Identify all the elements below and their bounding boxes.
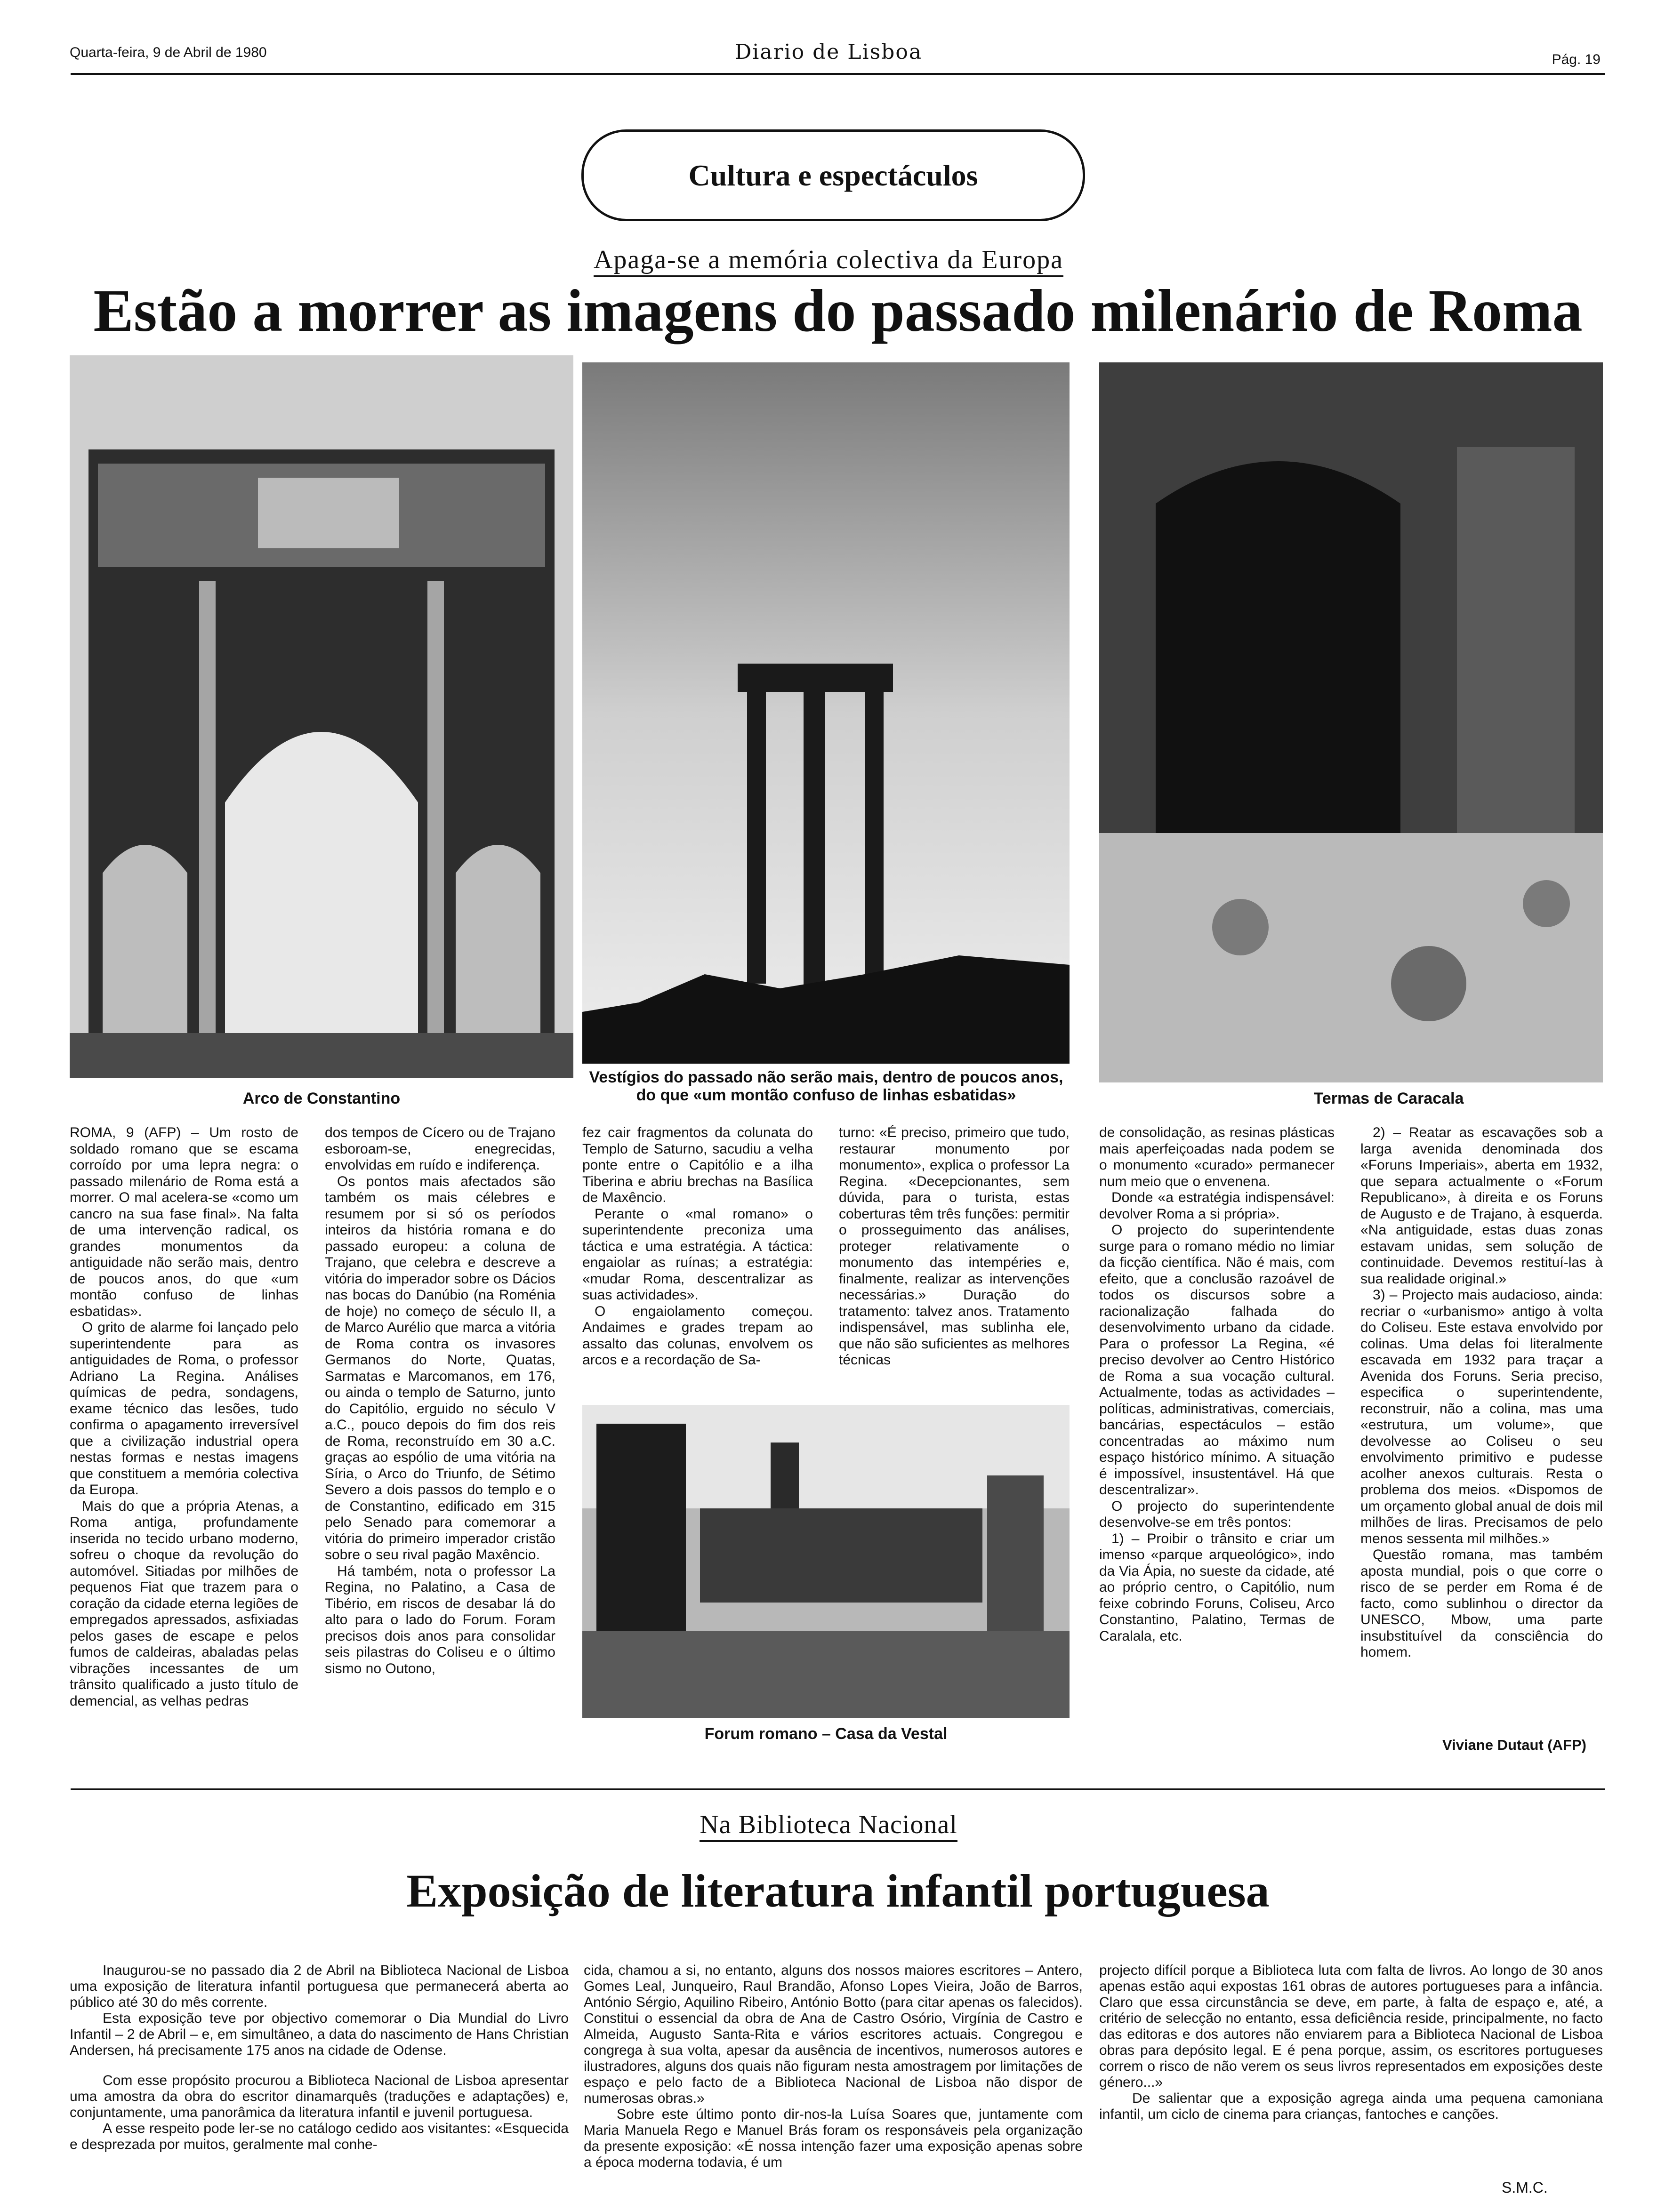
section-banner: [581, 129, 1085, 221]
paragraph: 3) – Projecto mais audacioso, ainda: recriar o «urbanismo» antigo à volta do Coliseu. Este estava envolvido por colinas. Uma delas foi literalmente escavada em 1932 para traçar a Avenida dos Foruns. Seria preciso, especifica o superintendente, reconstruir, não a colina, mas uma «estrutura, um volume», que devolvesse ao Coliseu o seu envolvimento primitivo e pudesse acolher anexos culturais. Resta o problema dos meios. «Dispomos de um orçamento global anual de dois mil milhões de liras. Precisamos de pelo menos sessenta mil milhões.»: [1360, 1287, 1603, 1547]
article2-kicker: [0, 1810, 1657, 1840]
paragraph: O grito de alarme foi lançado pelo superintendente para as antiguidades de Roma, o professor Adriano La Regina. Análises químicas de pedra, sondagens, exame técnico das lesões, tudo confirma o apagamento irreversível que a civilização industrial opera nestas formas e nestas imagens que constituem a memória colectiva da Europa.: [70, 1320, 298, 1498]
caption-vestigios: Vestígios do passado não serão mais, dentro de poucos anos, do que «um montão confuso de linhas esbatidas»: [589, 1068, 1063, 1104]
forum-illustration: [582, 1405, 1070, 1718]
article1-kicker-text: Apaga-se a memória colectiva da Europa: [594, 245, 1063, 277]
paragraph: Os pontos mais afectados são também os mais célebres e resumem por si só os períodos inteiros da história romana e do passado europeu: a coluna de Trajano, que celebra e descreve a vitória do imperador sobre os Dácios nas bocas do Danúbio (na Roménia de hoje) no começo de século II, a de Marco Aurélio que marca a vitória de Roma contra os invasores Germanos do Norte, Quatas, Sarmatas e Marcomanos, em 176, ou ainda o templo de Saturno, junto do Capitólio, erguido no século V a.C., pouco depois do fim dos reis de Roma, reconstruído em 30 a.C. graças ao espólio de uma vitória na Síria, o Arco do Triunfo, de Sétimo Severo a dois passos do templo e o de Constantino, edificado em 315 pelo Senado para comemorar a vitória do primeiro imperador cristão sobre o seu rival pagão Maxêncio.: [325, 1173, 555, 1563]
article2-column-1: [70, 1963, 569, 2153]
paragraph: Questão romana, mas também aposta mundial, pois o que corre o risco de se perder em Roma é de facto, como sublinhou o director da UNESCO, Mbow, uma parte insubstituível da consciência do homem.: [1360, 1547, 1603, 1660]
article1-byline: Viviane Dutaut (AFP): [1442, 1737, 1586, 1753]
paragraph: A esse respeito pode ler-se no catálogo cedido aos visitantes: «Esquecida e desprezada por muitos, geralmente mal conhe-: [70, 2121, 569, 2152]
article1-column-1: [70, 1125, 298, 1709]
photo-forum-romano: [582, 1405, 1070, 1718]
header-rule: [71, 73, 1605, 75]
caption-arco: Arco de Constantino: [242, 1090, 401, 1107]
photo-termas-caracala: [1099, 362, 1603, 1082]
caption-termas: Termas de Caracala: [1313, 1090, 1464, 1107]
baths-illustration: [1099, 362, 1603, 1082]
paragraph: Sobre este último ponto dir-nos-la Luísa Soares que, juntamente com Maria Manuela Rego e Manuel Brás foram os responsáveis pela organização da presente exposição: «É nossa intenção fazer uma exposição apenas sobre a época moderna todavia, é um: [584, 2107, 1083, 2170]
masthead: Diario de Lisboa: [734, 40, 923, 64]
issue-date: Quarta-feira, 9 de Abril de 1980: [70, 45, 267, 60]
paragraph: Há também, nota o professor La Regina, no Palatino, a Casa de Tibério, em riscos de desabar lá do alto para o lado do Forum. Foram precisos dois anos para consolidar seis pilastras do Coliseu e o último sismo no Outono,: [325, 1563, 555, 1676]
photo-vestigios: [582, 362, 1070, 1064]
article1-column-4: [839, 1125, 1070, 1369]
article2-column-2: [584, 1963, 1083, 2171]
arch-illustration: [70, 355, 573, 1078]
paragraph: Com esse propósito procurou a Biblioteca Nacional de Lisboa apresentar uma amostra da obra do escritor dinamarquês (traduções e adaptações) e, conjuntamente, uma panorâmica da literatura infantil e juvenil portuguesa.: [70, 2073, 569, 2120]
paragraph: Esta exposição teve por objectivo comemorar o Dia Mundial do Livro Infantil – 2 de Abril – e, em simultâneo, a data do nascimento de Hans Christian Andersen, há precisamente 175 anos na cidade de Odense.: [70, 2011, 569, 2058]
article2-headline: Exposição de literatura infantil portuguesa: [406, 1865, 1270, 1917]
article2-signature: S.M.C.: [1502, 2179, 1548, 2196]
photo-arco-constantino: [70, 355, 573, 1078]
paragraph: turno: «É preciso, primeiro que tudo, restaurar monumento por monumento», explica o professor La Regina. «Decepcionantes, sem dúvida, para o turista, estas coberturas têm três funções: permitir o prosseguimento das análises, proteger relativamente o monumento das intempéries e, finalmente, realizar as intervenções necessárias.» Duração do tratamento: talvez anos. Tratamento indispensável, mas sublinha ele, que não são suficientes as melhores técnicas: [839, 1125, 1070, 1368]
paragraph: de consolidação, as resinas plásticas mais aperfeiçoadas nada podem se o monumento «curado» permanecer num meio que o envenena.: [1099, 1125, 1335, 1189]
article1-kicker: [0, 245, 1657, 275]
columns-illustration: [582, 362, 1070, 1064]
paragraph: Inaugurou-se no passado dia 2 de Abril na Biblioteca Nacional de Lisboa uma exposição de literatura infantil portuguesa que permanecerá aberta ao público até 30 do mês corrente.: [70, 1963, 569, 2010]
article1-column-6: [1360, 1125, 1603, 1661]
paragraph: ROMA, 9 (AFP) – Um rosto de soldado romano que se escama corroído por uma lepra negra: o passado milenário de Roma está a morrer. O mal acelera-se «como um cancro na sua fase final». Na falta de uma intervenção radical, os grandes monumentos da antiguidade não serão mais, dentro de poucos anos, do que «um montão confuso de linhas esbatidas».: [70, 1125, 298, 1319]
paragraph: Donde «a estratégia indispensável: devolver Roma a si própria».: [1099, 1190, 1335, 1222]
paragraph: Perante o «mal romano» o superintendente preconiza uma táctica e uma estratégia. A táctica: engaiolar as ruínas; a estratégia: «mudar Roma, descentralizar as suas actividades».: [582, 1206, 813, 1303]
article1-column-2: [325, 1125, 555, 1677]
paragraph: cida, chamou a si, no entanto, alguns dos nossos maiores escritores – Antero, Gomes Leal, Junqueiro, Raul Brandão, Afonso Lopes Vieira, João de Barros, António Sérgio, Aquilino Ribeiro, António Botto (para citar apenas os falecidos). Constitui o essencial da obra de Ana de Castro Osório, Virgínia de Castro e Almeida, Augusto Santa-Rita e vários escritores actuais. Congregou e congrega à sua volta, apesar da ausência de incentivos, numerosos autores e ilustradores, alguns dos quais não figuram nesta amostragem por limitações de espaço e pelo facto de a Biblioteca Nacional de Lisboa não dispor de numerosas obras.»: [584, 1963, 1083, 2106]
paragraph: 2) – Reatar as escavações sob a larga avenida denominada dos «Foruns Imperiais», aberta em 1932, que separa actualmente o «Forum Republicano», à direita e os Foruns de Augusto e de Trajano, à esquerda. «Na antiguidade, estas duas zonas estavam unidas, sem solução de continuidade. Devemos restituí-las à sua realidade original.»: [1360, 1125, 1603, 1287]
paragraph: O projecto do superintendente desenvolve-se em três pontos:: [1099, 1498, 1335, 1530]
article-divider: [71, 1788, 1605, 1790]
section-title: Cultura e espectáculos: [688, 158, 978, 192]
paragraph: O engaiolamento começou. Andaimes e grades trepam ao assalto das colunas, envolvem os arcos e a recordação de Sa-: [582, 1303, 813, 1368]
article1-column-5: [1099, 1125, 1335, 1644]
paragraph: fez cair fragmentos da colunata do Templo de Saturno, sacudiu a velha ponte entre o Capitólio e a ilha Tiberina e abriu brechas na Basílica de Maxêncio.: [582, 1125, 813, 1205]
page-number: Pág. 19: [1552, 52, 1601, 67]
article1-headline: Estão a morrer as imagens do passado milenário de Roma: [93, 277, 1583, 344]
paragraph: 1) – Proibir o trânsito e criar um imenso «parque arqueológico», indo da Via Ápia, no sueste da cidade, até ao próprio centro, o Capitólio, num feixe cobrindo Foruns, Coliseu, Arco Constantino, Palatino, Termas de Caralala, etc.: [1099, 1531, 1335, 1644]
article2-column-3: [1099, 1963, 1603, 2123]
paragraph: projecto difícil porque a Biblioteca luta com falta de livros. Ao longo de 30 anos apenas estão aqui expostas 161 obras de autores portugueses para a infância. Claro que essa circunstância se deve, em parte, à falta de espaço e, até, a critério de selecção no entanto, essa deficiência reside, principalmente, no facto das editoras e dos autores não enviarem para a Biblioteca Nacional de Lisboa obras para depósito legal. E é pena porque, assim, os escritores portugueses correm o risco de não verem os seus livros representados em exposições deste género...»: [1099, 1963, 1603, 2090]
article2-kicker-text: Na Biblioteca Nacional: [700, 1810, 957, 1842]
article1-column-3: [582, 1125, 813, 1369]
paragraph: O projecto do superintendente surge para o romano médio no limiar da ficção científica. Não é mais, com efeito, que a conclusão razoável de todos os discursos sobre a racionalização falhada do desenvolvimento urbano da cidade. Para o professor La Regina, «é preciso devolver ao Centro Histórico de Roma a sua vocação cultural. Actualmente, todas as actividades – políticas, administrativas, comerciais, bancárias, espectáculos – estão concentradas ao máximo num espaço histórico mínimo. A situação é impossível, insustentável. Há que descentralizar».: [1099, 1222, 1335, 1498]
caption-forum: Forum romano – Casa da Vestal: [704, 1725, 948, 1743]
paragraph: dos tempos de Cícero ou de Trajano esboroam-se, enegrecidas, envolvidas em ruído e indiferença.: [325, 1125, 555, 1173]
paragraph: De salientar que a exposição agrega ainda uma pequena camoniana infantil, um ciclo de cinema para crianças, fantoches e canções.: [1099, 2091, 1603, 2122]
paragraph: Mais do que a própria Atenas, a Roma antiga, profundamente inserida no tecido urbano moderno, sofreu o choque da revolução do automóvel. Sitiadas por milhões de pequenos Fiat que trazem para o coração da cidade eterna legiões de empregados apressados, asfixiadas pelos gases de escape e pelos fumos de caldeiras, abaladas pelas vibrações incessantes de um trânsito qualificado a justo título de demencial, as velhas pedras: [70, 1498, 298, 1709]
